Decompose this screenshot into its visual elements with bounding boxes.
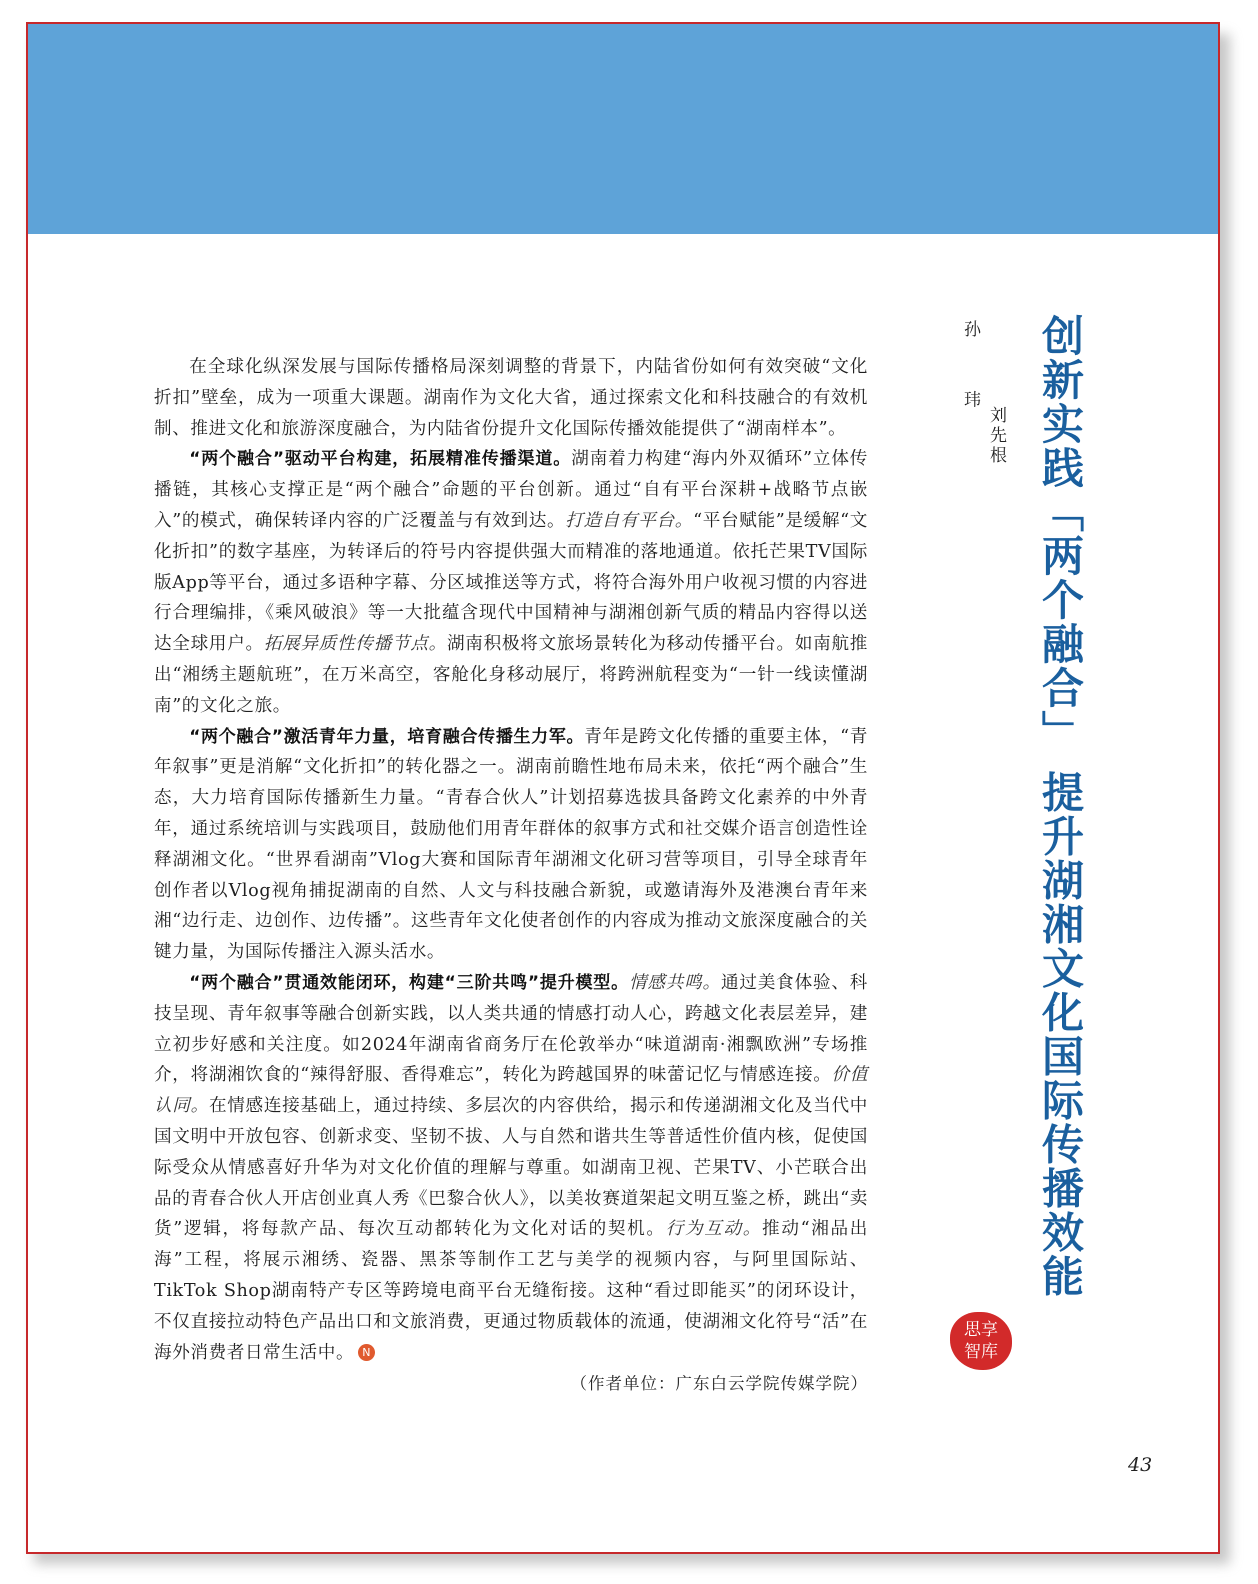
paragraph-text: 湖南积极将文旅场景转化为移动传播平台。如南航推出“湘绣主题航班”，在万米高空，客舱化身移动展厅，将跨洲航程变为“一针一线读懂湖南”的文化之旅。 bbox=[154, 634, 868, 716]
page-number: 43 bbox=[1128, 1454, 1153, 1476]
paragraph-lead: “两个融合”贯通效能闭环，构建“三阶共鸣”提升模型。 bbox=[189, 972, 629, 993]
paragraph-text: 通过美食体验、科技呈现、青年叙事等融合创新实践，以人类共通的情感打动人心，跨越文化表层差异，建立初步好感和关注度。如2024年湖南省商务厅在伦敦举办“味道湖南·湘飘欧洲”专场推介，将湖湘饮食的“辣得舒服、香得难忘”，转化为跨越国界的味蕾记忆与情感连接。 bbox=[154, 972, 868, 1086]
seal-logo-icon: 思享智库 bbox=[950, 1312, 1012, 1370]
sub-heading: 情感共鸣。 bbox=[628, 972, 721, 993]
article-title: 创新实践「两个融合」 提升湖湘文化国际传播效能 bbox=[1036, 314, 1085, 1299]
paragraph-text: 在全球化纵深发展与国际传播格局深刻调整的背景下，内陆省份如何有效突破“文化折扣”壁垒，成为一项重大课题。湖南作为文化大省，通过探索文化和科技融合的有效机制、推进文化和旅游深度融合，为内陆省份提升文化国际传播效能提供了“湖南样本”。 bbox=[154, 357, 868, 439]
paragraph-text: 青年是跨文化传播的重要主体，“青年叙事”更是消解“文化折扣”的转化器之一。湖南前瞻性地布局未来，依托“两个融合”生态，大力培育国际传播新生力量。“青春合伙人”计划招募选拔具备跨文化素养的中外青年，通过系统培训与实践项目，鼓励他们用青年群体的叙事方式和社交媒介语言创造性诠释湖湘文化。“世界看湖南”Vlog大赛和国际青年湖湘文化研习营等项目，引导全球青年创作者以Vlog视角捕捉湖南的自然、人文与科技融合新貌，或邀请海外及港澳台青年来湘“边行走、边创作、边传播”。这些青年文化使者创作的内容成为推动文旅深度融合的关键力量，为国际传播注入源头活水。 bbox=[154, 726, 868, 963]
paragraph-youth bbox=[154, 722, 868, 968]
author-name: 刘先根 bbox=[986, 406, 1006, 466]
paragraph-intro bbox=[154, 352, 868, 444]
paragraph-platform bbox=[154, 444, 868, 721]
paragraph-text: “平台赋能”是缓解“文化折扣”的数字基座，为转译后的符号内容提供强大而精准的落地通道。依托芒果TV国际版App等平台，通过多语种字幕、分区域推送等方式，将符合海外用户收视习惯的内容进行合理编排，《乘风破浪》等一大批蕴含现代中国精神与湖湘创新气质的精品内容得以送达全球用户。 bbox=[154, 510, 869, 655]
author-name: 孙 玮 bbox=[960, 320, 980, 432]
paragraph-text: 推动“湘品出海”工程，将展示湘绣、瓷器、黑茶等制作工艺与美学的视频内容，与阿里国际站、TikTok Shop湖南特产专区等跨境电商平台无缝衔接。这种“看过即能买”的闭环设计，不仅直接拉动特色产品出口和文旅消费，更通过物质载体的流通，使湖湘文化符号“活”在海外消费者日常生活中。 bbox=[154, 1219, 868, 1363]
end-mark-icon: N bbox=[358, 1344, 375, 1361]
sub-heading: 拓展异质性传播节点。 bbox=[263, 634, 447, 655]
header-color-band bbox=[28, 24, 1218, 234]
paragraph-text: 在情感连接基础上，通过持续、多层次的内容供给，揭示和传递湖湘文化及当代中国文明中开放包容、创新求变、坚韧不拔、人与自然和谐共生等普适性价值内核，促使国际受众从情感喜好升华为对文化价值的理解与尊重。如湖南卫视、芒果TV、小芒联合出品的青春合伙人开店创业真人秀《巴黎合伙人》，以美妆赛道架起文明互鉴之桥，跳出“卖货”逻辑，将每款产品、每次互动都转化为文化对话的契机。 bbox=[154, 1096, 868, 1240]
sub-heading: 行为互动。 bbox=[665, 1219, 763, 1240]
paragraph-lead: “两个融合”驱动平台构建，拓展精准传播渠道。 bbox=[189, 449, 572, 470]
author-affiliation: （作者单位：广东白云学院传媒学院） bbox=[570, 1374, 868, 1393]
paragraph-resonance bbox=[154, 968, 868, 1368]
paragraph-lead: “两个融合”激活青年力量，培育融合传播生力军。 bbox=[189, 726, 585, 747]
sub-heading: 打造自有平台。 bbox=[565, 510, 694, 531]
magazine-page bbox=[26, 22, 1220, 1554]
sub-heading: 价值认同。 bbox=[154, 1065, 869, 1117]
article-body bbox=[154, 352, 868, 1368]
paragraph-text: 湖南着力构建“海内外双循环”立体传播链，其核心支撑正是“两个融合”命题的平台创新。通过“自有平台深耕+战略节点嵌入”的模式，确保转译内容的广泛覆盖与有效到达。 bbox=[154, 449, 868, 531]
